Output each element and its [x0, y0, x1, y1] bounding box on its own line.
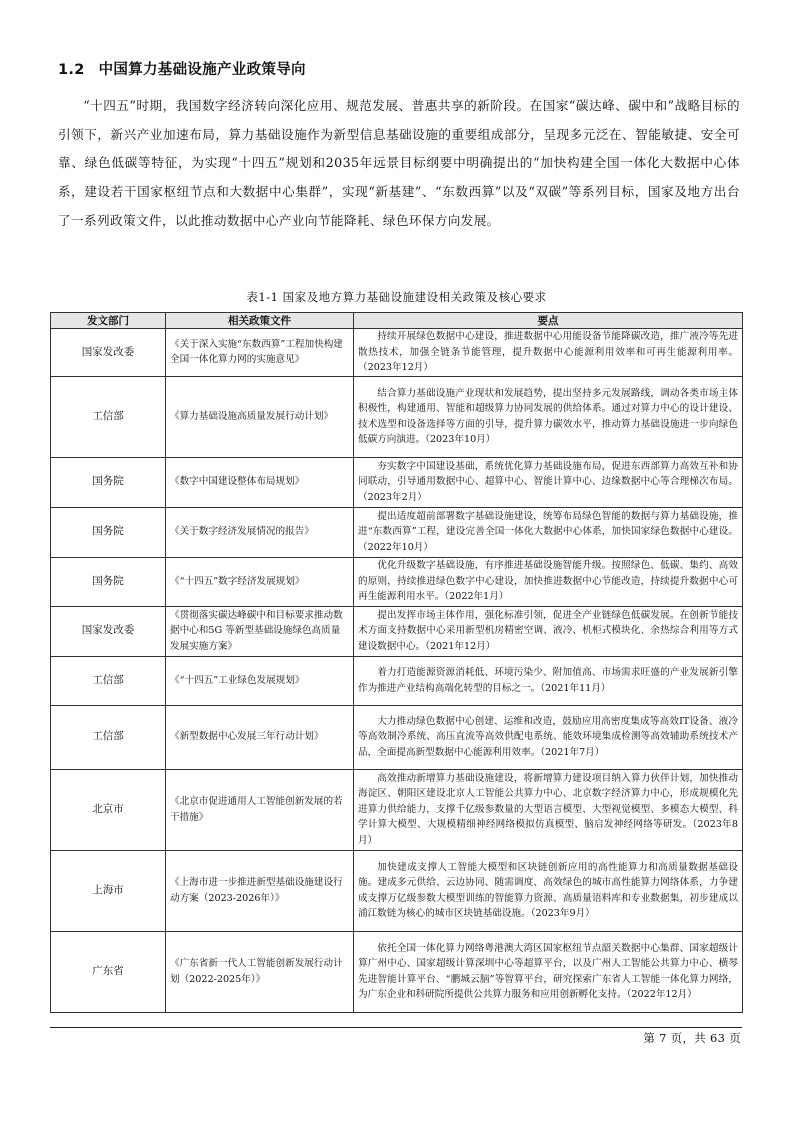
policy-cell: 《新型数据中心发展三年行动计划》: [166, 705, 354, 769]
policy-cell: 《“十四五”数字经济发展规划》: [166, 557, 354, 606]
points-cell: 依托全国一体化算力网络粤港澳大湾区国家枢纽节点韶关数据中心集群、国家超级计算广州中心、国家超级计算深圳中心等超算平台，以及广州人工智能公共算力中心、横琴先进智能计算平台、“鹏城云脑”等智算平台，研究探索广东省人工智能一体化算力网络，为广东企业和科研院所提供公共算力服务和应用创新孵化支持。（2022年12月）: [354, 931, 743, 1012]
points-cell: 高效推动新增算力基础设施建设，将新增算力建设项目纳入算力伙伴计划，加快推动海淀区、朝阳区建设北京人工智能公共算力中心、北京数字经济算力中心，形成规模化先进算力供给能力，支撑千亿级参数量的大型语言模型、大型视觉模型、多模态大模型、科学计算大模型、大规模精细神经网络模拟仿真模型、脑启发神经网络等研发。（2023年8月）: [354, 769, 743, 850]
points-cell: 加快建成支撑人工智能大模型和区块链创新应用的高性能算力和高质量数据基础设施。建成多元供给、云边协同、随需调度、高效绿色的城市高性能算力网络体系，力争建成支撑万亿级参数大模型训练的智能算力资源、高质量语料库和专业数据集，初步建成以浦江数链为核心的城市区块链基础设施。（2023年9月）: [354, 850, 743, 931]
footer-rule: [50, 1027, 742, 1028]
section-heading: [58, 58, 306, 79]
points-cell: 提出发挥市场主体作用，强化标准引领，促进全产业链绿色低碳发展。在创新节能技术方面支持数据中心采用新型机房精密空调、液冷、机柜式模块化、余热综合利用等方式建设数据中心。（2021年12月）: [354, 606, 743, 656]
dept-cell: 国务院: [51, 507, 166, 557]
table-row: [51, 769, 743, 850]
dept-cell: 工信部: [51, 656, 166, 705]
dept-cell: 北京市: [51, 769, 166, 850]
points-cell: 结合算力基础设施产业现状和发展趋势，提出坚持多元发展路线，调动各类市场主体积极性，构建通用、智能和超级算力协同发展的供给体系。通过对算力中心的设计建设、技术选型和设备选择等方面的引导，提升算力碳效水平，推动算力基础设施进一步向绿色低碳方向演进。（2023年10月）: [354, 376, 743, 457]
policy-cell: 《关于深入实施“东数西算”工程加快构建全国一体化算力网的实施意见》: [166, 329, 354, 377]
table-row: [51, 457, 743, 507]
points-cell: 夯实数字中国建设基础，系统优化算力基础设施布局，促进东西部算力高效互补和协同联动，引导通用数据中心、超算中心、智能计算中心、边缘数据中心等合理梯次布局。（2023年2月）: [354, 457, 743, 507]
points-cell: 着力打造能源资源消耗低、环境污染少、附加值高、市场需求旺盛的产业发展新引擎作为推进产业结构高端化转型的目标之一。（2021年11月）: [354, 656, 743, 705]
policy-cell: 《贯彻落实碳达峰碳中和目标要求推动数据中心和5G 等新型基础设施绿色高质量发展实施方案》: [166, 606, 354, 656]
dept-cell: 广东省: [51, 931, 166, 1012]
policy-cell: 《数字中国建设整体布局规划》: [166, 457, 354, 507]
table-row: [51, 507, 743, 557]
dept-cell: 国家发改委: [51, 606, 166, 656]
policy-table: [50, 312, 743, 1013]
points-cell: 优化升级数字基础设施，有序推进基础设施智能升级。按照绿色、低碳、集约、高效的原则，持续推进绿色数字中心建设，加快推进数据中心节能改造，持续提升数据中心可再生能源利用水平。（2022年1月）: [354, 557, 743, 606]
section-number: 1.2: [58, 62, 85, 78]
page-number: 第 7 页，共 63 页: [643, 1031, 741, 1045]
dept-cell: 国家发改委: [51, 329, 166, 377]
points-cell: 大力推动绿色数据中心创建、运维和改造，鼓励应用高密度集成等高效IT设备、液冷等高效制冷系统、高压直流等高效供配电系统、能效环境集成检测等高效辅助系统技术产品，全面提高新型数据中心能源利用效率。（2021年7月）: [354, 705, 743, 769]
table-row: [51, 557, 743, 606]
table-caption: 表1-1 国家及地方算力基础设施建设相关政策及核心要求: [246, 290, 547, 304]
dept-cell: 国务院: [51, 457, 166, 507]
dept-cell: 工信部: [51, 376, 166, 457]
dept-cell: 工信部: [51, 705, 166, 769]
table-row: [51, 606, 743, 656]
table-row: [51, 705, 743, 769]
body-paragraph: “十四五”时期，我国数字经济转向深化应用、规范发展、普惠共享的新阶段。在国家“碳达峰、碳中和”战略目标的引领下，新兴产业加速布局，算力基础设施作为新型信息基础设施的重要组成部分，呈现多元泛在、智能敏捷、安全可靠、绿色低碳等特征，为实现“十四五”规划和2035年远景目标纲要中明确提出的“加快构建全国一体化大数据中心体系，建设若干国家枢纽节点和大数据中心集群”，实现“新基建”、“东数西算”以及“双碳”等系列目标，国家及地方出台了一系列政策文件，以此推动数据中心产业向节能降耗、绿色环保方向发展。: [58, 98, 740, 228]
table-header-row: [51, 313, 743, 329]
table-row: [51, 931, 743, 1012]
table-row: [51, 376, 743, 457]
dept-cell: 上海市: [51, 850, 166, 931]
section-title: 中国算力基础设施产业政策导向: [98, 62, 306, 78]
policy-cell: 《北京市促进通用人工智能创新发展的若干措施》: [166, 769, 354, 850]
table-row: [51, 656, 743, 705]
header-dept: 发文部门: [51, 313, 166, 329]
policy-cell: 《上海市进一步推进新型基础设施建设行动方案（2023-2026年）》: [166, 850, 354, 931]
table-row: [51, 850, 743, 931]
policy-cell: 《广东省新一代人工智能创新发展行动计划（2022-2025年）》: [166, 931, 354, 1012]
points-cell: 持续开展绿色数据中心建设，推进数据中心用能设备节能降碳改造，推广液冷等先进散热技术，加强全链条节能管理，提升数据中心能源利用效率和可再生能源利用率。（2023年12月）: [354, 329, 743, 377]
policy-cell: 《关于数字经济发展情况的报告》: [166, 507, 354, 557]
table-row: [51, 329, 743, 377]
points-cell: 提出适度超前部署数字基础设施建设，统筹布局绿色智能的数据与算力基础设施，推进“东数西算”工程，建设完善全国一体化大数据中心体系，加快国家绿色数据中心建设。（2022年10月）: [354, 507, 743, 557]
header-policy: 相关政策文件: [166, 313, 354, 329]
header-points: 要点: [354, 313, 743, 329]
dept-cell: 国务院: [51, 557, 166, 606]
policy-cell: 《“十四五”工业绿色发展规划》: [166, 656, 354, 705]
policy-cell: 《算力基础设施高质量发展行动计划》: [166, 376, 354, 457]
